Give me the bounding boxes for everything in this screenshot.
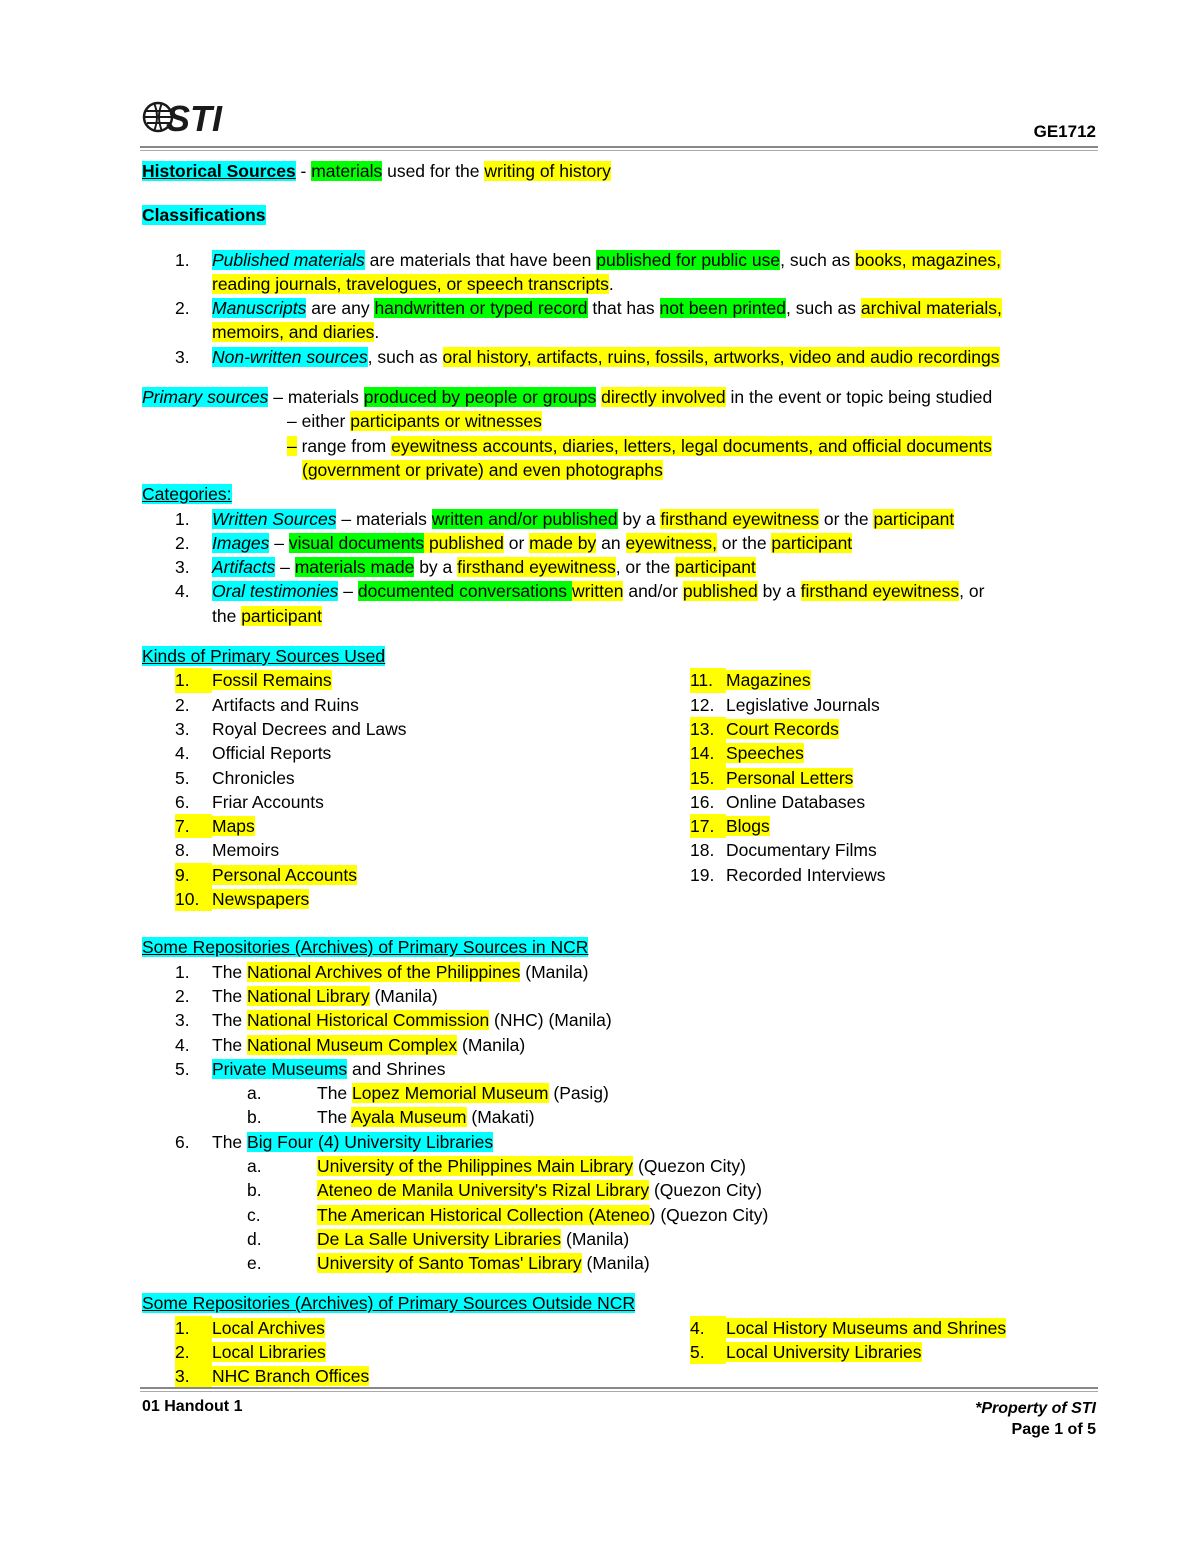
library-item: d. De La Salle University Libraries (Manila)	[247, 1228, 630, 1249]
category-item: 4. Oral testimonies – documented conversations written and/or published by a firsthand eyewitness, or the participant	[175, 581, 985, 626]
footer-right	[975, 1398, 1096, 1440]
ncr-repositories-list	[142, 960, 1098, 1081]
outside-list-left	[142, 1316, 690, 1389]
list-item: 2. Artifacts and Ruins	[175, 694, 359, 715]
kinds-list	[142, 668, 1098, 911]
ncr-item: 3. The National Historical Commission (NHC) (Manila)	[175, 1010, 612, 1031]
list-item: 2. Local Libraries	[142, 1340, 690, 1364]
ncr-item: 2. The National Library (Manila)	[175, 985, 438, 1006]
list-item: 12. Legislative Journals	[690, 694, 880, 715]
category-item: 1. Written Sources – materials written and/or published by a firsthand eyewitness or the participant	[175, 508, 955, 529]
course-code: GE1712	[1033, 122, 1096, 141]
intro-line: Historical Sources - materials used for the writing of history	[142, 161, 611, 181]
list-item: 10. Newspapers	[142, 887, 690, 911]
outside-list	[142, 1316, 1098, 1389]
categories-heading: Categories:	[142, 484, 232, 505]
museum-item: a. The Lopez Memorial Museum (Pasig)	[247, 1083, 609, 1104]
list-item: 4. Local History Museums and Shrines	[690, 1316, 1098, 1340]
category-item: 2. Images – visual documents published or made by an eyewitness, or the participant	[175, 532, 853, 553]
museum-item: b. The Ayala Museum (Makati)	[247, 1107, 535, 1128]
library-item: c. The American Historical Collection (Ateneo) (Quezon City)	[247, 1204, 769, 1225]
ncr-item: 4. The National Museum Complex (Manila)	[175, 1034, 526, 1055]
list-item: 16. Online Databases	[690, 791, 866, 812]
classifications-heading: Classifications	[142, 205, 266, 226]
list-item: 11. Magazines	[690, 668, 1098, 692]
svg-text:STI: STI	[166, 98, 223, 137]
sti-logo	[142, 95, 234, 137]
ncr-item: 1. The National Archives of the Philippines (Manila)	[175, 961, 589, 982]
list-item: 7. Maps	[142, 814, 690, 838]
ncr-heading: Some Repositories (Archives) of Primary Sources in NCR	[142, 937, 589, 958]
handout-label: 01 Handout 1	[142, 1398, 243, 1415]
kinds-list-right	[690, 668, 1098, 911]
ncr-item: 5. Private Museums and Shrines	[175, 1058, 446, 1079]
list-item: 3. Royal Decrees and Laws	[175, 718, 407, 739]
classification-item: 1. Published materials are materials that have been published for public use, such as books, magazines, reading journals, travelogues, or speech transcripts.	[175, 249, 1001, 294]
kinds-list-left	[142, 668, 690, 911]
list-item: 3. NHC Branch Offices	[142, 1364, 690, 1388]
list-item: 5. Local University Libraries	[690, 1340, 1098, 1364]
list-item: 19. Recorded Interviews	[690, 864, 886, 885]
list-item: 14. Speeches	[690, 741, 1098, 765]
list-item: 8. Memoirs	[175, 840, 280, 861]
historical-sources-term: Historical Sources	[142, 161, 296, 181]
header-rule	[140, 146, 1098, 151]
library-item: b. Ateneo de Manila University's Rizal Library (Quezon City)	[247, 1180, 762, 1201]
classification-item: 3. Non-written sources, such as oral history, artifacts, ruins, fossils, artworks, video and audio recordings	[175, 346, 1000, 367]
list-item: 15. Personal Letters	[690, 766, 1098, 790]
list-item: 1. Fossil Remains	[142, 668, 690, 692]
ncr-museums-list	[142, 1081, 1098, 1130]
category-item: 3. Artifacts – materials made by a firsthand eyewitness, or the participant	[175, 557, 756, 578]
page-number: Page 1 of 5	[1011, 1421, 1096, 1438]
classification-item: 2. Manuscripts are any handwritten or typed record that has not been printed, such as archival materials, memoirs, and diaries.	[175, 298, 1002, 343]
footer-rule	[140, 1387, 1098, 1392]
handout-content: Historical Sources - materials used for the writing of history Classifications 1. Published materials are materials that have been published for public use, such as books, magazines, reading journals, travelogues, or speech transcripts. 2. Manuscripts are any handwritten or typed record that has not been printed, such as archival materials, memoirs, and diaries. 3. Non-written sources, such as oral history, artifacts, ruins, fossils, artworks, video and audio recordings Primary sources – materials produced by people or groups directly involved in the event or topic being studied – either participants or witnesses – range from eyewitness accounts, diaries, letters, legal documents, and official documents (government or private) and even photographs Categories: 1. Written Sources – materials written and/or published by a firsthand eyewitness or the participant 2. Images – visual documents published or made by an eyewitness, or the participant 3. Artifacts – materials made by a firsthand eyewitness, or the participant 4. Oral testimonies – documented conversations written and/or published by a firsthand eyewitness, or the participant Kinds of Primary Sources Used 1. Fossil Remains 2. Artifacts and Ruins 3. Royal Decrees and Laws 4. Official Reports 5. Chronicles 6. Friar Accounts 7. Maps 8. Memoirs 9. Personal Accounts 10. Newspapers 11. Magazines 12. Legislative Journals 13. Court Records 14. Speeches 15. Personal Letters 16. Online Databases 17. Blogs 18. Documentary Films 19. Recorded Interviews Some Repositories (Archives) of Primary Sources in NCR 1. The National Archives of the Philippines (Manila) 2. The National Library (Manila) 3. The National Historical Commission (NHC) (Manila) 4. The National Museum Complex (Manila) 5. Private Museums and Shrines a. The Lopez Memorial Museum (Pasig) b. The Ayala Museum (Makati) 6. The Big Four (4) University Libraries a. University of the Philippines Main Library (Quezon City) b. Ateneo de Manila University's Rizal Library (Quezon City) c. The American Historical Collection (Ateneo) (Quezon City) d. De La Salle University Libraries (Manila) e. University of Santo Tomas' Library (Manila) Some Repositories (Archives) of Primary Sources Outside NCR 1. Local Archives 2. Local Libraries 3. NHC Branch Offices 4. Local History Museums and Shrines 5. Local University Libraries	[142, 159, 1098, 1389]
ncr-libraries-list	[142, 1154, 1098, 1275]
property-notice: *Property of STI	[975, 1400, 1096, 1417]
list-item: 9. Personal Accounts	[142, 863, 690, 887]
library-item: a. University of the Philippines Main Library (Quezon City)	[247, 1155, 746, 1176]
kinds-heading: Kinds of Primary Sources Used	[142, 646, 386, 667]
outside-list-right	[690, 1316, 1098, 1389]
outside-heading: Some Repositories (Archives) of Primary Sources Outside NCR	[142, 1293, 636, 1314]
library-item: e. University of Santo Tomas' Library (Manila)	[247, 1253, 650, 1274]
list-item: 17. Blogs	[690, 814, 1098, 838]
list-item: 1. Local Archives	[142, 1316, 690, 1340]
list-item: 4. Official Reports	[175, 743, 332, 764]
list-item: 18. Documentary Films	[690, 840, 877, 861]
primary-sources-definition: Primary sources – materials produced by people or groups directly involved in the event or topic being studied	[142, 387, 993, 408]
list-item: 13. Court Records	[690, 717, 1098, 741]
list-item: 6. Friar Accounts	[175, 791, 324, 812]
list-item: 5. Chronicles	[175, 767, 295, 788]
ncr-item: 6. The Big Four (4) University Libraries	[175, 1131, 494, 1152]
